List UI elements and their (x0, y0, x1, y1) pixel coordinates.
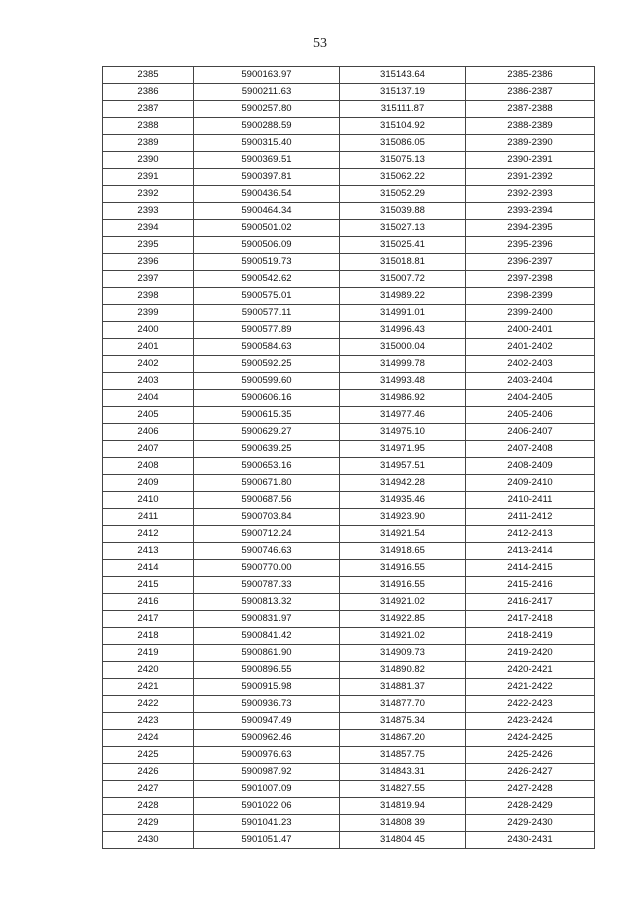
table-row (103, 526, 595, 543)
y-coordinate-cell: 314843.31 (340, 764, 466, 781)
segment-cell: 2396-2397 (466, 254, 595, 271)
segment-cell: 2404-2405 (466, 390, 595, 407)
x-coordinate-cell: 5900639.25 (194, 441, 340, 458)
y-coordinate-cell: 314916.55 (340, 577, 466, 594)
y-coordinate-cell: 314989.22 (340, 288, 466, 305)
table-row (103, 254, 595, 271)
table-row (103, 679, 595, 696)
point-number-cell: 2415 (103, 577, 194, 594)
y-coordinate-cell: 315111.87 (340, 101, 466, 118)
point-number-cell: 2402 (103, 356, 194, 373)
segment-cell: 2398-2399 (466, 288, 595, 305)
x-coordinate-cell: 5900315.40 (194, 135, 340, 152)
point-number-cell: 2424 (103, 730, 194, 747)
table-row (103, 67, 595, 84)
point-number-cell: 2398 (103, 288, 194, 305)
coordinates-table-body (103, 67, 595, 849)
x-coordinate-cell: 5900629.27 (194, 424, 340, 441)
segment-cell: 2408-2409 (466, 458, 595, 475)
y-coordinate-cell: 314993.48 (340, 373, 466, 390)
x-coordinate-cell: 5900211.63 (194, 84, 340, 101)
point-number-cell: 2423 (103, 713, 194, 730)
x-coordinate-cell: 5900947.49 (194, 713, 340, 730)
table-row (103, 135, 595, 152)
segment-cell: 2400-2401 (466, 322, 595, 339)
segment-cell: 2393-2394 (466, 203, 595, 220)
table-row (103, 747, 595, 764)
segment-cell: 2416-2417 (466, 594, 595, 611)
y-coordinate-cell: 315062.22 (340, 169, 466, 186)
table-row (103, 662, 595, 679)
segment-cell: 2392-2393 (466, 186, 595, 203)
y-coordinate-cell: 315018.81 (340, 254, 466, 271)
segment-cell: 2397-2398 (466, 271, 595, 288)
x-coordinate-cell: 5901041.23 (194, 815, 340, 832)
table-row (103, 645, 595, 662)
y-coordinate-cell: 315027.13 (340, 220, 466, 237)
x-coordinate-cell: 5900746.63 (194, 543, 340, 560)
table-row (103, 305, 595, 322)
y-coordinate-cell: 314881.37 (340, 679, 466, 696)
x-coordinate-cell: 5900257.80 (194, 101, 340, 118)
y-coordinate-cell: 314819.94 (340, 798, 466, 815)
table-row (103, 696, 595, 713)
y-coordinate-cell: 314942.28 (340, 475, 466, 492)
y-coordinate-cell: 315052.29 (340, 186, 466, 203)
table-row (103, 271, 595, 288)
x-coordinate-cell: 5900615.35 (194, 407, 340, 424)
segment-cell: 2385-2386 (466, 67, 595, 84)
point-number-cell: 2387 (103, 101, 194, 118)
table-row (103, 288, 595, 305)
table-row (103, 577, 595, 594)
point-number-cell: 2425 (103, 747, 194, 764)
point-number-cell: 2394 (103, 220, 194, 237)
x-coordinate-cell: 5900577.89 (194, 322, 340, 339)
x-coordinate-cell: 5900506.09 (194, 237, 340, 254)
x-coordinate-cell: 5900599.60 (194, 373, 340, 390)
segment-cell: 2390-2391 (466, 152, 595, 169)
y-coordinate-cell: 314918.65 (340, 543, 466, 560)
point-number-cell: 2388 (103, 118, 194, 135)
segment-cell: 2426-2427 (466, 764, 595, 781)
y-coordinate-cell: 314916.55 (340, 560, 466, 577)
segment-cell: 2402-2403 (466, 356, 595, 373)
segment-cell: 2421-2422 (466, 679, 595, 696)
y-coordinate-cell: 314935.46 (340, 492, 466, 509)
table-row (103, 203, 595, 220)
x-coordinate-cell: 5901051.47 (194, 832, 340, 849)
table-row (103, 441, 595, 458)
y-coordinate-cell: 314877.70 (340, 696, 466, 713)
x-coordinate-cell: 5900896.55 (194, 662, 340, 679)
y-coordinate-cell: 314923.90 (340, 509, 466, 526)
x-coordinate-cell: 5900861.90 (194, 645, 340, 662)
x-coordinate-cell: 5900288.59 (194, 118, 340, 135)
segment-cell: 2419-2420 (466, 645, 595, 662)
x-coordinate-cell: 5900397.81 (194, 169, 340, 186)
x-coordinate-cell: 5900584.63 (194, 339, 340, 356)
point-number-cell: 2406 (103, 424, 194, 441)
table-row (103, 373, 595, 390)
x-coordinate-cell: 5900163.97 (194, 67, 340, 84)
segment-cell: 2403-2404 (466, 373, 595, 390)
point-number-cell: 2405 (103, 407, 194, 424)
table-row (103, 237, 595, 254)
y-coordinate-cell: 314971.95 (340, 441, 466, 458)
point-number-cell: 2401 (103, 339, 194, 356)
y-coordinate-cell: 314996.43 (340, 322, 466, 339)
point-number-cell: 2416 (103, 594, 194, 611)
table-row (103, 543, 595, 560)
table-row (103, 118, 595, 135)
x-coordinate-cell: 5900770.00 (194, 560, 340, 577)
point-number-cell: 2396 (103, 254, 194, 271)
x-coordinate-cell: 5900653.16 (194, 458, 340, 475)
point-number-cell: 2408 (103, 458, 194, 475)
segment-cell: 2422-2423 (466, 696, 595, 713)
segment-cell: 2406-2407 (466, 424, 595, 441)
point-number-cell: 2410 (103, 492, 194, 509)
segment-cell: 2415-2416 (466, 577, 595, 594)
x-coordinate-cell: 5900712.24 (194, 526, 340, 543)
y-coordinate-cell: 315007.72 (340, 271, 466, 288)
segment-cell: 2427-2428 (466, 781, 595, 798)
table-row (103, 781, 595, 798)
y-coordinate-cell: 314922.85 (340, 611, 466, 628)
x-coordinate-cell: 5900369.51 (194, 152, 340, 169)
segment-cell: 2391-2392 (466, 169, 595, 186)
point-number-cell: 2414 (103, 560, 194, 577)
point-number-cell: 2389 (103, 135, 194, 152)
point-number-cell: 2422 (103, 696, 194, 713)
x-coordinate-cell: 5900575.01 (194, 288, 340, 305)
segment-cell: 2430-2431 (466, 832, 595, 849)
table-row (103, 798, 595, 815)
point-number-cell: 2391 (103, 169, 194, 186)
table-row (103, 492, 595, 509)
point-number-cell: 2411 (103, 509, 194, 526)
y-coordinate-cell: 314808 39 (340, 815, 466, 832)
table-row (103, 424, 595, 441)
y-coordinate-cell: 314875.34 (340, 713, 466, 730)
x-coordinate-cell: 5900577.11 (194, 305, 340, 322)
point-number-cell: 2393 (103, 203, 194, 220)
table-row (103, 764, 595, 781)
x-coordinate-cell: 5900962.46 (194, 730, 340, 747)
point-number-cell: 2385 (103, 67, 194, 84)
x-coordinate-cell: 5900436.54 (194, 186, 340, 203)
y-coordinate-cell: 315137.19 (340, 84, 466, 101)
segment-cell: 2429-2430 (466, 815, 595, 832)
table-row (103, 84, 595, 101)
table-row (103, 560, 595, 577)
table-row (103, 815, 595, 832)
y-coordinate-cell: 314957.51 (340, 458, 466, 475)
point-number-cell: 2419 (103, 645, 194, 662)
page-number: 53 (313, 36, 327, 51)
table-row (103, 390, 595, 407)
point-number-cell: 2403 (103, 373, 194, 390)
x-coordinate-cell: 5900464.34 (194, 203, 340, 220)
point-number-cell: 2395 (103, 237, 194, 254)
y-coordinate-cell: 314986.92 (340, 390, 466, 407)
point-number-cell: 2413 (103, 543, 194, 560)
point-number-cell: 2386 (103, 84, 194, 101)
segment-cell: 2411-2412 (466, 509, 595, 526)
y-coordinate-cell: 314921.54 (340, 526, 466, 543)
point-number-cell: 2421 (103, 679, 194, 696)
table-row (103, 101, 595, 118)
point-number-cell: 2417 (103, 611, 194, 628)
table-row (103, 169, 595, 186)
point-number-cell: 2420 (103, 662, 194, 679)
table-row (103, 322, 595, 339)
x-coordinate-cell: 5900831.97 (194, 611, 340, 628)
segment-cell: 2394-2395 (466, 220, 595, 237)
segment-cell: 2418-2419 (466, 628, 595, 645)
table-row (103, 628, 595, 645)
point-number-cell: 2399 (103, 305, 194, 322)
x-coordinate-cell: 5900976.63 (194, 747, 340, 764)
segment-cell: 2424-2425 (466, 730, 595, 747)
point-number-cell: 2400 (103, 322, 194, 339)
segment-cell: 2399-2400 (466, 305, 595, 322)
x-coordinate-cell: 5900519.73 (194, 254, 340, 271)
y-coordinate-cell: 314890.82 (340, 662, 466, 679)
x-coordinate-cell: 5900592.25 (194, 356, 340, 373)
segment-cell: 2423-2424 (466, 713, 595, 730)
point-number-cell: 2392 (103, 186, 194, 203)
y-coordinate-cell: 315000.04 (340, 339, 466, 356)
point-number-cell: 2409 (103, 475, 194, 492)
y-coordinate-cell: 314977.46 (340, 407, 466, 424)
y-coordinate-cell: 314909.73 (340, 645, 466, 662)
y-coordinate-cell: 314975.10 (340, 424, 466, 441)
segment-cell: 2389-2390 (466, 135, 595, 152)
point-number-cell: 2412 (103, 526, 194, 543)
y-coordinate-cell: 315143.64 (340, 67, 466, 84)
point-number-cell: 2407 (103, 441, 194, 458)
table-row (103, 186, 595, 203)
segment-cell: 2386-2387 (466, 84, 595, 101)
table-row (103, 509, 595, 526)
table-row (103, 832, 595, 849)
y-coordinate-cell: 314991.01 (340, 305, 466, 322)
table-row (103, 475, 595, 492)
y-coordinate-cell: 315025.41 (340, 237, 466, 254)
point-number-cell: 2430 (103, 832, 194, 849)
table-row (103, 713, 595, 730)
y-coordinate-cell: 314827.55 (340, 781, 466, 798)
y-coordinate-cell: 315104.92 (340, 118, 466, 135)
segment-cell: 2405-2406 (466, 407, 595, 424)
y-coordinate-cell: 315039.88 (340, 203, 466, 220)
x-coordinate-cell: 5900813.32 (194, 594, 340, 611)
x-coordinate-cell: 5900936.73 (194, 696, 340, 713)
segment-cell: 2410-2411 (466, 492, 595, 509)
point-number-cell: 2426 (103, 764, 194, 781)
y-coordinate-cell: 314999.78 (340, 356, 466, 373)
segment-cell: 2417-2418 (466, 611, 595, 628)
segment-cell: 2388-2389 (466, 118, 595, 135)
segment-cell: 2413-2414 (466, 543, 595, 560)
table-row (103, 407, 595, 424)
y-coordinate-cell: 314804 45 (340, 832, 466, 849)
segment-cell: 2414-2415 (466, 560, 595, 577)
y-coordinate-cell: 314857.75 (340, 747, 466, 764)
segment-cell: 2401-2402 (466, 339, 595, 356)
table-row (103, 611, 595, 628)
table-row (103, 152, 595, 169)
segment-cell: 2420-2421 (466, 662, 595, 679)
y-coordinate-cell: 315086.05 (340, 135, 466, 152)
point-number-cell: 2429 (103, 815, 194, 832)
point-number-cell: 2397 (103, 271, 194, 288)
x-coordinate-cell: 5900542.62 (194, 271, 340, 288)
table-row (103, 356, 595, 373)
y-coordinate-cell: 315075.13 (340, 152, 466, 169)
x-coordinate-cell: 5901007.09 (194, 781, 340, 798)
segment-cell: 2409-2410 (466, 475, 595, 492)
segment-cell: 2407-2408 (466, 441, 595, 458)
y-coordinate-cell: 314921.02 (340, 594, 466, 611)
table-row (103, 220, 595, 237)
point-number-cell: 2427 (103, 781, 194, 798)
segment-cell: 2412-2413 (466, 526, 595, 543)
point-number-cell: 2404 (103, 390, 194, 407)
point-number-cell: 2418 (103, 628, 194, 645)
x-coordinate-cell: 5900703.84 (194, 509, 340, 526)
segment-cell: 2428-2429 (466, 798, 595, 815)
x-coordinate-cell: 5900501.02 (194, 220, 340, 237)
x-coordinate-cell: 5900841.42 (194, 628, 340, 645)
x-coordinate-cell: 5900787.33 (194, 577, 340, 594)
segment-cell: 2395-2396 (466, 237, 595, 254)
segment-cell: 2425-2426 (466, 747, 595, 764)
y-coordinate-cell: 314867.20 (340, 730, 466, 747)
x-coordinate-cell: 5900671.80 (194, 475, 340, 492)
point-number-cell: 2390 (103, 152, 194, 169)
x-coordinate-cell: 5900606.16 (194, 390, 340, 407)
x-coordinate-cell: 5900687.56 (194, 492, 340, 509)
y-coordinate-cell: 314921.02 (340, 628, 466, 645)
point-number-cell: 2428 (103, 798, 194, 815)
x-coordinate-cell: 5900987.92 (194, 764, 340, 781)
table-row (103, 458, 595, 475)
coordinates-table (102, 66, 595, 849)
table-row (103, 339, 595, 356)
x-coordinate-cell: 5900915.98 (194, 679, 340, 696)
table-row (103, 594, 595, 611)
table-row (103, 730, 595, 747)
x-coordinate-cell: 5901022 06 (194, 798, 340, 815)
segment-cell: 2387-2388 (466, 101, 595, 118)
